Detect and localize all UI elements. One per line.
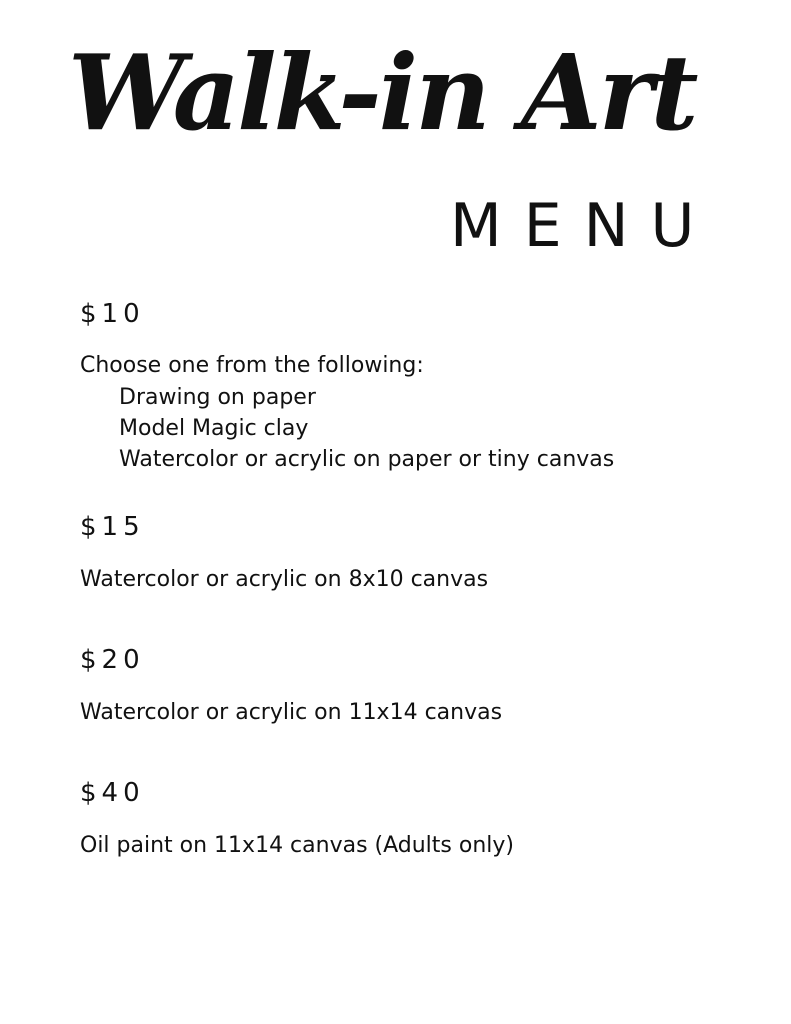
tier-description: Watercolor or acrylic on 11x14 canvas: [80, 700, 503, 725]
menu-subtitle: MENU: [450, 191, 717, 261]
tier-description: Oil paint on 11x14 canvas (Adults only): [80, 833, 514, 858]
price-tier-20: [80, 642, 760, 729]
tier-description: Choose one from the following:: [80, 353, 424, 378]
tier-description: Watercolor or acrylic on 8x10 canvas: [80, 567, 489, 592]
menu-title: Walk-in Art: [68, 31, 696, 154]
option-item: Watercolor or acrylic on paper or tiny canvas: [119, 447, 615, 472]
price-label: $20: [80, 645, 145, 675]
price-list: [80, 296, 760, 862]
option-list: [80, 382, 760, 475]
price-label: $10: [80, 299, 145, 329]
price-tier-10: [80, 296, 760, 475]
price-tier-40: [80, 775, 760, 862]
option-item: Model Magic clay: [119, 416, 309, 441]
price-label: $40: [80, 778, 145, 808]
price-tier-15: [80, 509, 760, 596]
price-label: $15: [80, 512, 145, 542]
option-item: Drawing on paper: [119, 385, 316, 410]
